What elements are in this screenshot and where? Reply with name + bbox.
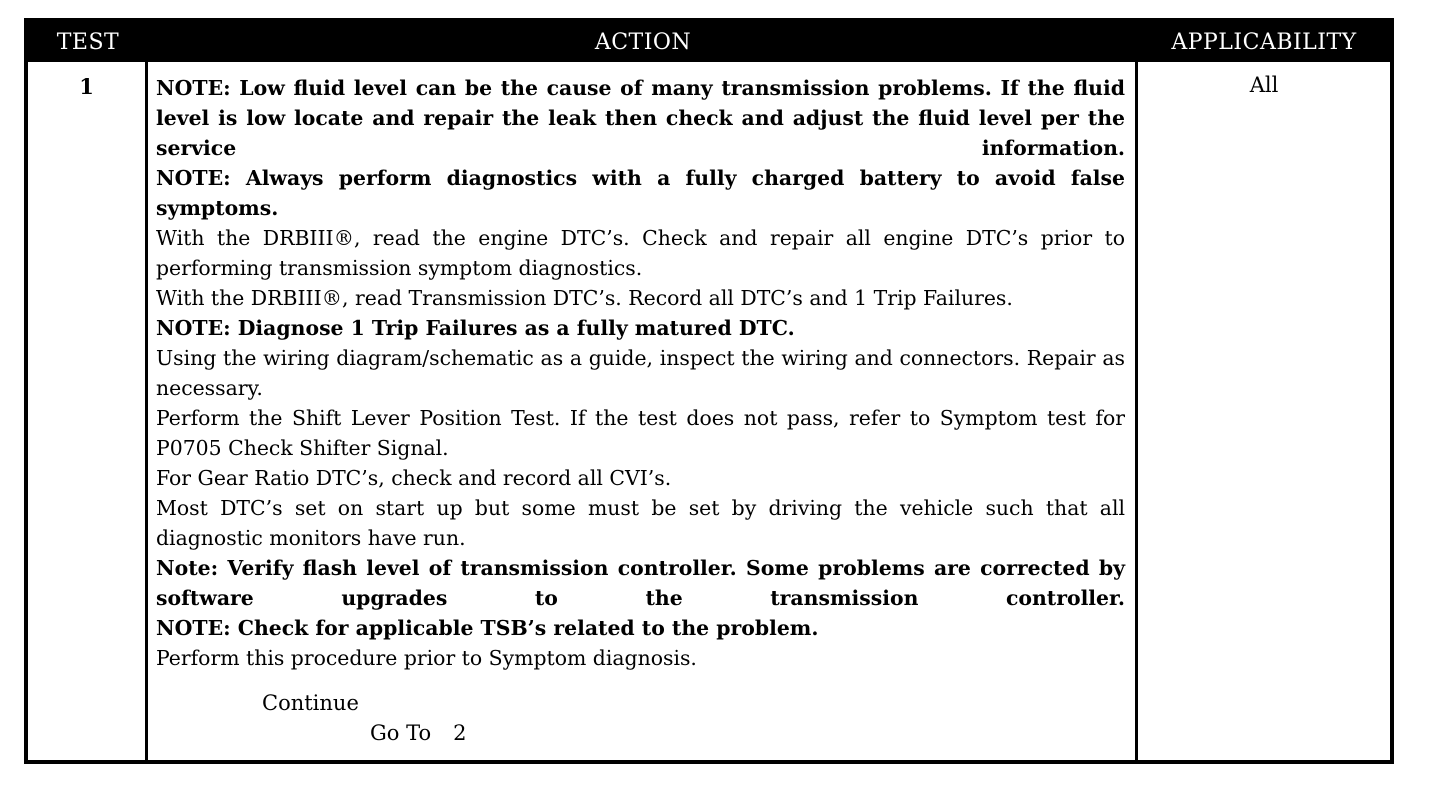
goto-link[interactable]	[370, 718, 1125, 748]
applicability-cell	[1138, 62, 1390, 760]
result-continue: Continue	[262, 691, 359, 715]
note-low-fluid-level: NOTE: Low fluid level can be the cause of many transmission problems. If the fluid level is low locate and repair the leak then check and adjust the fluid level per the service information.	[156, 76, 1125, 160]
header-test: TEST	[28, 22, 148, 62]
goto-target: 2	[453, 721, 467, 745]
diagnostic-test-table	[24, 18, 1394, 764]
applicability-value: All	[1249, 73, 1279, 97]
step-procedure-prior: Perform this procedure prior to Symptom diagnosis.	[156, 646, 697, 670]
test-number: 1	[79, 74, 94, 99]
step-transmission-dtc: With the DRBIII®, read Transmission DTC’s. Record all DTC’s and 1 Trip Failures.	[156, 286, 1013, 310]
step-shift-lever-test: Perform the Shift Lever Position Test. If the test does not pass, refer to Symptom test for P0705 Check Shifter Signal.	[156, 406, 1125, 460]
goto-label: Go To	[370, 721, 432, 745]
note-tsb: NOTE: Check for applicable TSB’s related to the problem.	[156, 616, 819, 640]
step-gear-ratio: For Gear Ratio DTC’s, check and record all CVI’s.	[156, 466, 672, 490]
note-trip-failures: NOTE: Diagnose 1 Trip Failures as a fully matured DTC.	[156, 316, 795, 340]
header-applicability: APPLICABILITY	[1138, 22, 1390, 62]
note-charged-battery: NOTE: Always perform diagnostics with a fully charged battery to avoid false symptoms.	[156, 166, 1125, 220]
step-inspect-wiring: Using the wiring diagram/schematic as a guide, inspect the wiring and connectors. Repair as necessary.	[156, 346, 1125, 400]
step-dtc-monitors: Most DTC’s set on start up but some must be set by driving the vehicle such that all diagnostic monitors have run.	[156, 496, 1125, 550]
header-action: ACTION	[148, 22, 1138, 62]
step-engine-dtc: With the DRBIII®, read the engine DTC’s. Check and repair all engine DTC’s prior to performing transmission symptom diagnostics.	[156, 226, 1125, 280]
test-number-cell	[28, 62, 148, 760]
action-cell	[148, 62, 1138, 760]
note-flash-level: Note: Verify flash level of transmission controller. Some problems are corrected by software upgrades to the transmission controller.	[156, 556, 1125, 610]
